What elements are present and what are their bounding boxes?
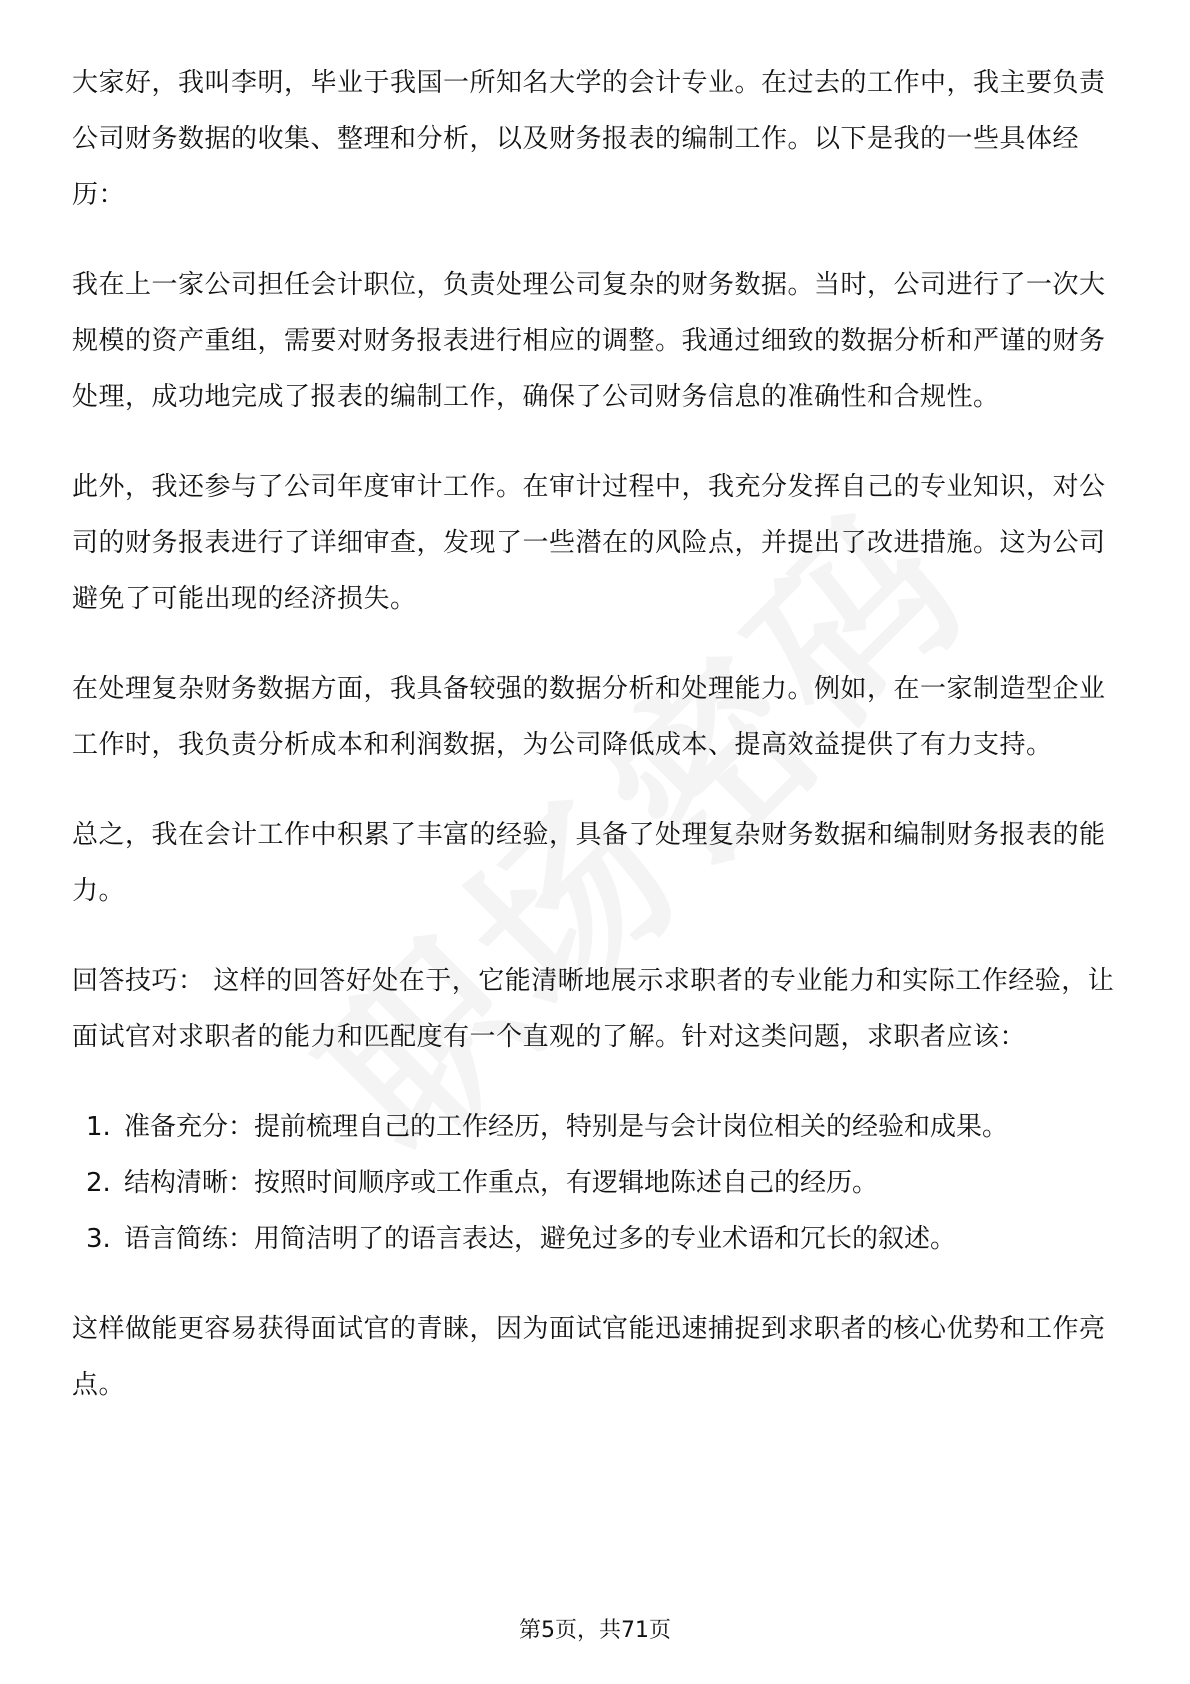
page-number-footer: 第5页，共71页 (519, 1618, 671, 1643)
paragraph-experience: 我在上一家公司担任会计职位，负责处理公司复杂的财务数据。当时，公司进行了一次大规模的资产重组，需要对财务报表进行相应的调整。我通过细致的数据分析和严谨的财务处理，成功地完成了报表的编制工作，确保了公司财务信息的准确性和合规性。 (72, 270, 1106, 412)
paragraph-closing: 这样做能更容易获得面试官的青睐，因为面试官能迅速捕捉到求职者的核心优势和工作亮点。 (72, 1314, 1106, 1400)
list-item-text: 语言简练：用简洁明了的语言表达，避免过多的专业术语和冗长的叙述。 (124, 1224, 957, 1254)
paragraph-data-analysis: 在处理复杂财务数据方面，我具备较强的数据分析和处理能力。例如，在一家制造型企业工作时，我负责分析成本和利润数据，为公司降低成本、提高效益提供了有力支持。 (72, 674, 1106, 760)
list-item-text: 结构清晰：按照时间顺序或工作重点，有逻辑地陈述自己的经历。 (124, 1168, 879, 1198)
list-item-number: 2. (86, 1168, 111, 1198)
paragraph-summary: 总之，我在会计工作中积累了丰富的经验，具备了处理复杂财务数据和编制财务报表的能力。 (72, 820, 1106, 906)
list-item-number: 1. (86, 1112, 111, 1142)
document-body (72, 55, 1122, 1447)
paragraph-audit: 此外，我还参与了公司年度审计工作。在审计过程中，我充分发挥自己的专业知识，对公司的财务报表进行了详细审查，发现了一些潜在的风险点，并提出了改进措施。这为公司避免了可能出现的经济损失。 (72, 472, 1106, 614)
tips-list (72, 1099, 1122, 1267)
list-item-number: 3. (86, 1224, 111, 1254)
paragraph-answer-tips: 回答技巧： 这样的回答好处在于，它能清晰地展示求职者的专业能力和实际工作经验，让面试官对求职者的能力和匹配度有一个直观的了解。针对这类问题，求职者应该： (72, 966, 1115, 1052)
list-item (72, 1211, 1122, 1267)
list-item (72, 1155, 1122, 1211)
paragraph-intro: 大家好，我叫李明，毕业于我国一所知名大学的会计专业。在过去的工作中，我主要负责公司财务数据的收集、整理和分析，以及财务报表的编制工作。以下是我的一些具体经历： (72, 68, 1106, 210)
list-item (72, 1099, 1122, 1155)
list-item-text: 准备充分：提前梳理自己的工作经历，特别是与会计岗位相关的经验和成果。 (124, 1112, 1009, 1142)
